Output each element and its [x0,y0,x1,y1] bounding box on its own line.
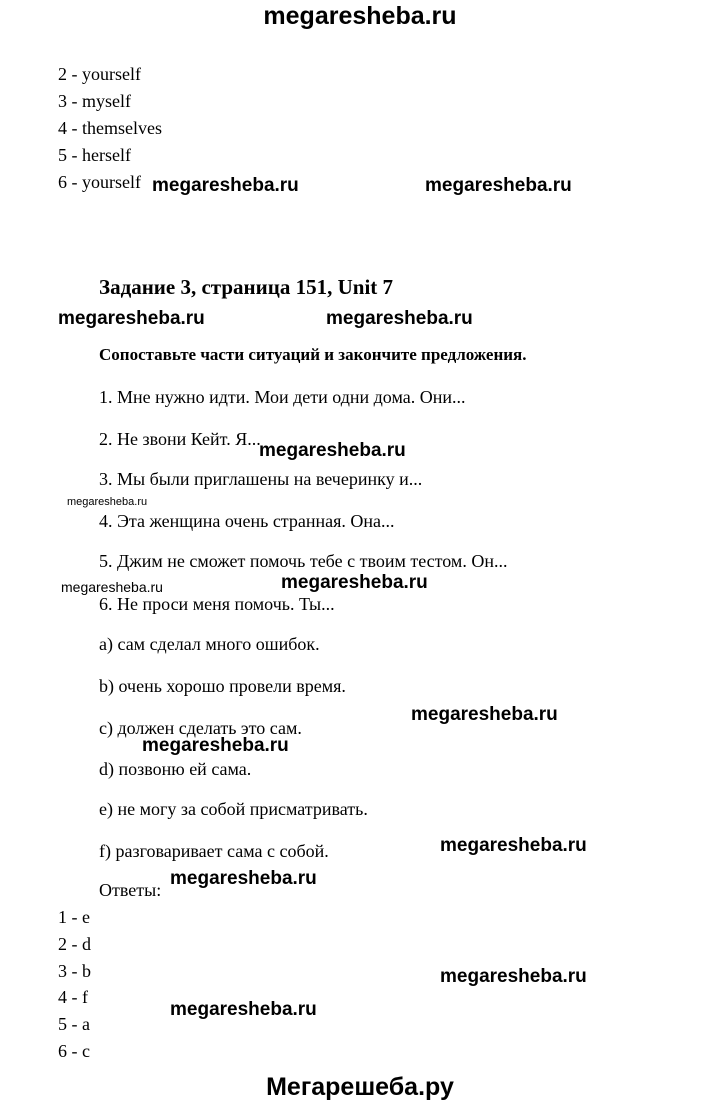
watermark: megaresheba.ru [170,999,317,1020]
watermark: megaresheba.ru [259,440,406,461]
sentence-3: 3. Мы были приглашены на вечеринку и... [99,469,423,489]
sentence-2: 2. Не звони Кейт. Я... [99,429,261,449]
option-a: a) сам сделал много ошибок. [99,634,320,654]
prev-answer-3: 3 - myself [58,91,131,111]
task-instruction: Сопоставьте части ситуаций и закончите предложения. [99,345,527,364]
sentence-6: 6. Не проси меня помочь. Ты... [99,594,335,614]
sentence-1: 1. Мне нужно идти. Мои дети одни дома. Они... [99,387,466,407]
option-d: d) позвоню ей сама. [99,759,252,779]
answer-6: 6 - c [58,1041,90,1061]
option-b: b) очень хорошо провели время. [99,676,346,696]
watermark: megaresheba.ru [281,572,428,593]
watermark: megaresheba.ru [326,308,473,329]
answer-3: 3 - b [58,961,91,981]
watermark: megaresheba.ru [152,175,299,196]
task-title: Задание 3, страница 151, Unit 7 [99,275,394,299]
watermark: megaresheba.ru [142,735,289,756]
prev-answer-2: 2 - yourself [58,64,141,84]
answer-4: 4 - f [58,987,88,1007]
watermark: megaresheba.ru [425,175,572,196]
site-footer: Мегарешеба.ру [266,1073,454,1101]
option-c: c) должен сделать это сам. [99,718,302,738]
watermark: megaresheba.ru [170,868,317,889]
answers-label: Ответы: [99,880,162,900]
sentence-5: 5. Джим не сможет помочь тебе с твоим тестом. Он... [99,551,508,571]
sentence-4: 4. Эта женщина очень странная. Она... [99,511,395,531]
answer-2: 2 - d [58,934,91,954]
watermark: megaresheba.ru [440,835,587,856]
watermark: megaresheba.ru [67,496,148,508]
site-header: megaresheba.ru [263,2,457,30]
prev-answer-4: 4 - themselves [58,118,162,138]
answer-1: 1 - e [58,907,90,927]
prev-answer-6: 6 - yourself [58,172,141,192]
watermark: megaresheba.ru [411,704,558,725]
option-e: e) не могу за собой присматривать. [99,799,368,819]
watermark: megaresheba.ru [58,308,205,329]
watermark: megaresheba.ru [61,579,163,595]
option-f: f) разговаривает сама с собой. [99,841,329,861]
prev-answer-5: 5 - herself [58,145,131,165]
answer-5: 5 - a [58,1014,90,1034]
watermark: megaresheba.ru [440,966,587,987]
